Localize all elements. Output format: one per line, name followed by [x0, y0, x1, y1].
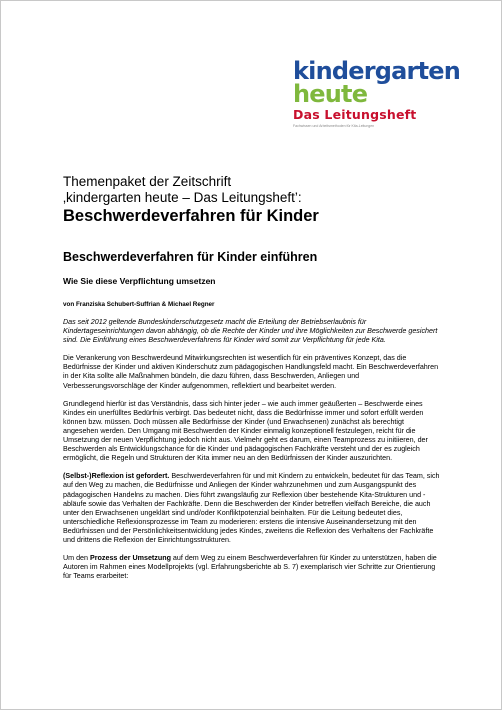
paragraph-3: [63, 472, 441, 545]
logo-wordmark-kindergarten: kindergarten: [293, 57, 461, 85]
paragraph-1: Die Verankerung von Beschwerdeund Mitwirkungsrechten ist wesentlich für ein präventives Konzept, das die Bedürfnisse der Kinder und aktiven Kinderschutz zum pädagogischen Handlungsfeld macht. Ein Beschwerdeverfahren in der Kita sollte alle Maßnahmen bündeln, die dazu führen, dass Beschwerden, Anliegen und Verbesserungsvorschläge der Kinder aufgenommen, reflektiert und bearbeitet werden.: [63, 354, 439, 390]
article-title: Beschwerdeverfahren für Kinder einführen: [63, 250, 318, 264]
paragraph-4-body: auf dem Weg zu einem Beschwerdeverfahren für Kinder zu unterstützen, haben die Autoren im Rahmen eines Modellprojekts (vgl. Erfahrungsberichte ab S. 7) exemplarisch vier Schritte zur Orientierung für Teams erarbeitet:: [63, 554, 437, 581]
header-line-2: ‚kindergarten heute – Das Leitungsheft’:: [63, 190, 302, 205]
logo-tagline: Fachwissen und Arbeitsmethoden für Kita-Leitungen: [293, 124, 375, 128]
logo-wordmark-heute: heute: [293, 80, 368, 108]
header-line-1: Themenpaket der Zeitschrift: [63, 174, 232, 189]
paragraph-3-lead: (Selbst-)Reflexion ist gefordert.: [63, 472, 170, 481]
article-subtitle: Wie Sie diese Verpflichtung umsetzen: [63, 276, 216, 286]
paragraph-4-bold: Prozess der Umsetzung: [90, 554, 171, 563]
article-intro: Das seit 2012 geltende Bundeskinderschutzgesetz macht die Erteilung der Betriebserlaubnis für Kindertageseinrichtungen davon abhängig, ob die Rechte der Kinder und ihre Möglichkeiten zur Beschwerde gesichert sind. Die Einführung eines Beschwerdeverfahrens für Kinder wird somit zur Verpflichtung für jede Kita.: [63, 318, 438, 345]
kindergarten-heute-logo: [293, 59, 473, 129]
paragraph-4: [63, 554, 441, 581]
document-content: [63, 174, 441, 581]
paragraph-2: Grundlegend hierfür ist das Verständnis, dass sich hinter jeder – wie auch immer geäußerten – Beschwerde eines Kindes ein unerfülltes Bedürfnis verbirgt. Das bedeutet nicht, dass die Bedürfnisse immer und sofort erfüllt werden können bzw. müssen. Doch müssen alle Bedürfnisse der Kinder (und Erwachsenen) zunächst als berechtigt angesehen werden. Den Umgang mit Beschwerden der Kinder einmalig konzeptionell festzulegen, reicht für die Umsetzung der neuen Verpflichtung jedoch nicht aus. Vielmehr geht es darum, einen Teamprozess zu initiieren, der Beschwerden als Entwicklungschance für die Kinder und pädagogischen Fachkräfte versteht und der es zugleich ermöglicht, die Regeln und Strukturen der Kita immer neu an den Bedürfnissen der Kinder auszurichten.: [63, 399, 428, 463]
article-author: von Franziska Schubert-Suffrian & Michael Regner: [63, 301, 215, 308]
header-title: Beschwerdeverfahren für Kinder: [63, 207, 319, 225]
logo-subtitle: Das Leitungsheft: [293, 107, 417, 122]
paragraph-3-body: Beschwerdeverfahren für und mit Kindern zu entwickeln, bedeutet für das Team, sich auf den Weg zu machen, die Bedürfnisse und Anliegen der Kinder wahrzunehmen und zum Ausgangspunkt des pädagogischen Handelns zu machen. Dies führt zwangsläufig zur Reflexion über bestehende Kita-Strukturen und -abläufe sowie das Verhalten der Fachkräfte. Denn die Beschwerden der Kinder betreffen vielfach Bereiche, die auch unter den Erwachsenen ungeklärt sind und/oder Konfliktpotenzial beinhalten. Für die Leitung bedeutet dies, unterschiedliche Reflexionsprozesse im Team zu moderieren: erstens die intensive Auseinandersetzung mit den Bedürfnissen und der Persönlichkeitsentwicklung jedes Kindes, zweitens die Reflexion des Verhaltens der Fachkräfte und drittens die Reflexion der Einrichtungsstrukturen.: [63, 472, 440, 544]
paragraph-4-start: Um den: [63, 554, 90, 563]
